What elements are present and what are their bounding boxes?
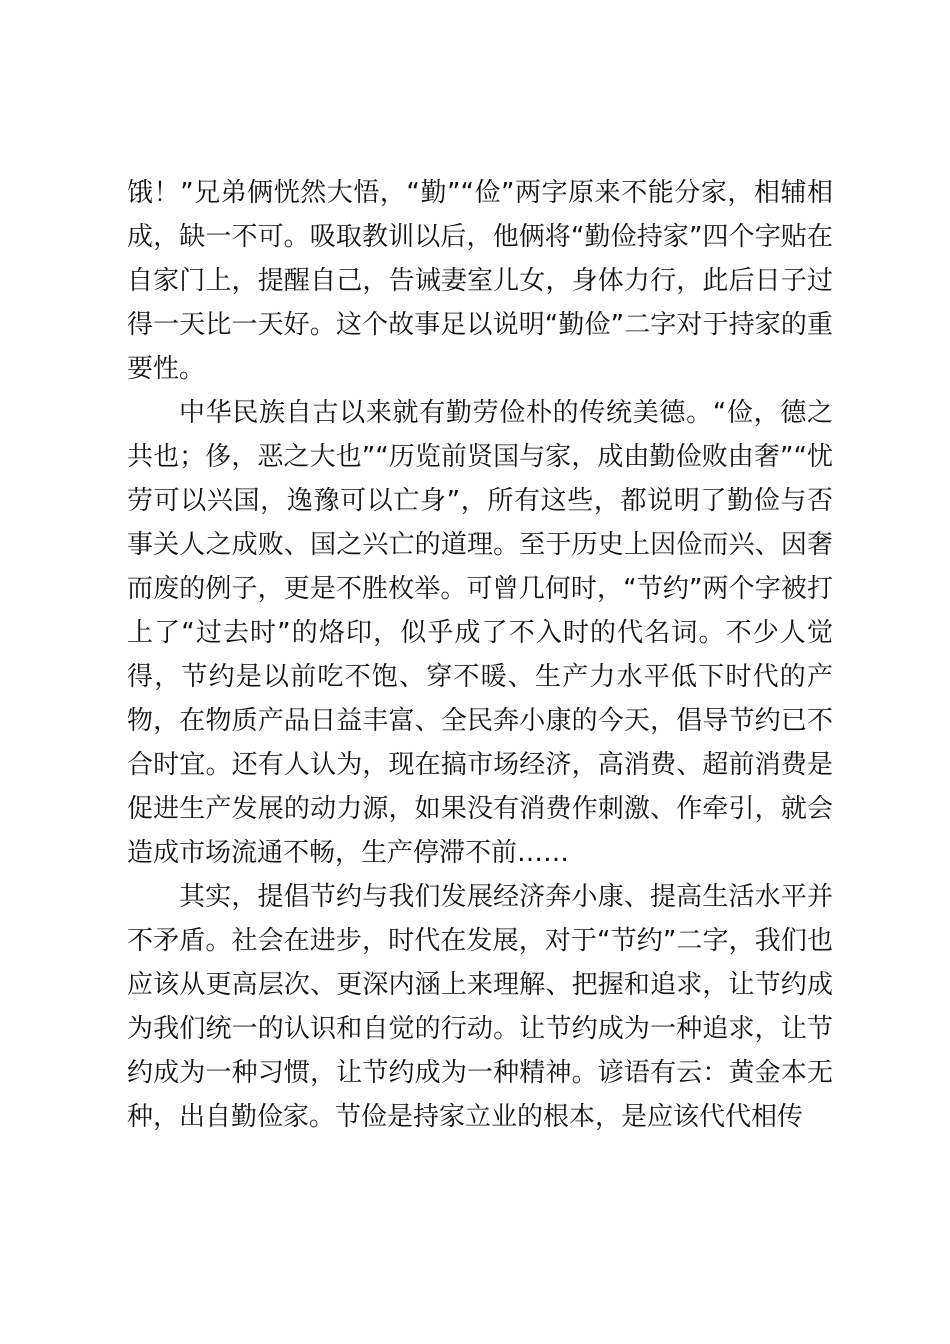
paragraph-1: 饿！”兄弟俩恍然大悟，“勤”“俭”两字原来不能分家，相辅相成，缺一不可。吸取教训以后，他俩将“勤俭持家”四个字贴在自家门上，提醒自己，告诫妻室儿女，身体力行，此后日子过得一天比一天好。这个故事足以说明“勤俭”二字对于持家的重要性。 bbox=[127, 178, 833, 384]
document-body bbox=[127, 171, 833, 1139]
paragraph-3: 其实，提倡节约与我们发展经济奔小康、提高生活水平并不矛盾。社会在进步，时代在发展，对于“节约”二字，我们也应该从更高层次、更深内涵上来理解、把握和追求，让节约成为我们统一的认识和自觉的行动。让节约成为一种追求，让节约成为一种习惯，让节约成为一种精神。谚语有云：黄金本无种，出自勤俭家。节俭是持家立业的根本，是应该代代相传 bbox=[127, 882, 833, 1132]
paragraph-2: 中华民族自古以来就有勤劳俭朴的传统美德。“俭，德之共也；侈，恶之大也”“历览前贤国与家，成由勤俭败由奢”“忧劳可以兴国，逸豫可以亡身”，所有这些，都说明了勤俭与否事关人之成败、国之兴亡的道理。至于历史上因俭而兴、因奢而废的例子，更是不胜枚举。可曾几何时，“节约”两个字被打上了“过去时”的烙印，似乎成了不入时的代名词。不少人觉得，节约是以前吃不饱、穿不暖、生产力水平低下时代的产物，在物质产品日益丰富、全民奔小康的今天，倡导节约已不合时宜。还有人认为，现在搞市场经济，高消费、超前消费是促进生产发展的动力源，如果没有消费作刺激、作牵引，就会造成市场流通不畅，生产停滞不前…… bbox=[127, 398, 833, 868]
